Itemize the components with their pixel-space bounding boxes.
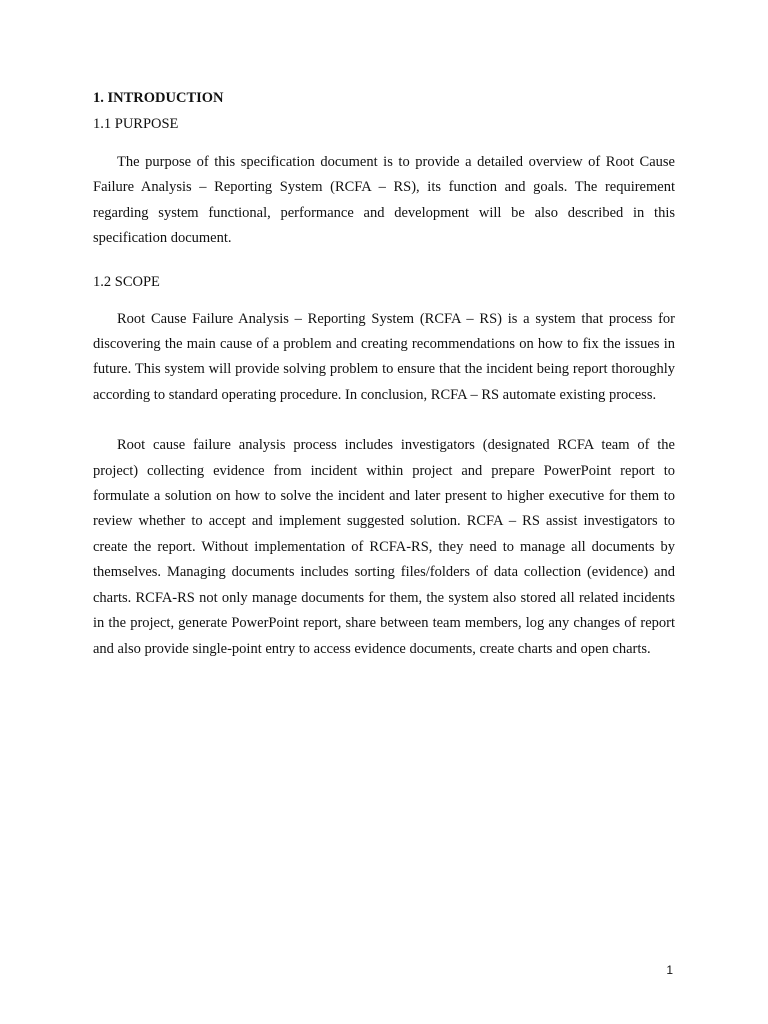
document-body [93, 88, 675, 662]
page-number: 1 [666, 963, 673, 977]
scope-paragraph-2: Root cause failure analysis process includes investigators (designated RCFA team of the project) collecting evidence from incident within project and prepare PowerPoint report to formulate a solution on how to solve the incident and later present to higher executive for them to review whether to accept and implement suggested solution. RCFA – RS assist investigators to create the report. Without implementation of RCFA-RS, they need to manage all documents by themselves. Managing documents includes sorting files/folders of data collection (evidence) and charts. RCFA-RS not only manage documents for them, the system also stored all related incidents in the project, generate PowerPoint report, share between team members, log any changes of report and also provide single-point entry to access evidence documents, create charts and open charts. [93, 437, 675, 657]
scope-paragraph-1: Root Cause Failure Analysis – Reporting System (RCFA – RS) is a system that process for discovering the main cause of a problem and creating recommendations on how to fix the issues in future. This system will provide solving problem to ensure that the incident being report thoroughly according to standard operating procedure. In conclusion, RCFA – RS automate existing process. [93, 310, 675, 403]
purpose-paragraph: The purpose of this specification document is to provide a detailed overview of Root Cause Failure Analysis – Reporting System (RCFA – RS), its function and goals. The requirement regarding system functional, performance and development will be also described in this specification document. [93, 154, 675, 247]
scope-heading: 1.2 SCOPE [93, 273, 160, 290]
purpose-heading: 1.1 PURPOSE [93, 116, 179, 132]
section-heading: 1. INTRODUCTION [93, 90, 224, 106]
